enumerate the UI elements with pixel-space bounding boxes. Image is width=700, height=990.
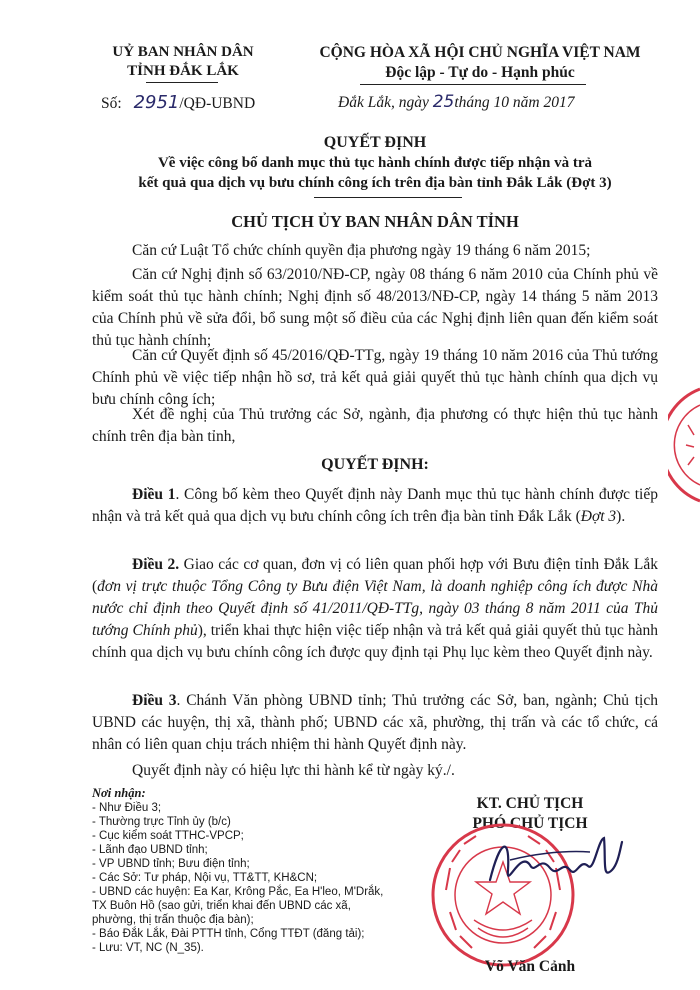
national-title: CỘNG HÒA XÃ HỘI CHỦ NGHĨA VIỆT NAM (319, 44, 641, 61)
article-2-end: ), triển khai thực hiện việc tiếp nhận và trả kết quả giải quyết thủ tục hành chính qua dịch vụ bưu chính công ích được quy định tại Phụ lục kèm theo Quyết định này. (92, 622, 658, 661)
recipient-item: - Thường trực Tỉnh ủy (b/c) (92, 816, 231, 828)
signature-title-line1: KT. CHỦ TỊCH (476, 795, 584, 812)
issuing-authority: CHỦ TỊCH ỦY BAN NHÂN DÂN TỈNH (231, 212, 519, 231)
article-2 (92, 554, 658, 664)
date-prefix: Đắk Lắk, ngày (338, 94, 429, 111)
recipient-item: - Các Sở: Tư pháp, Nội vụ, TT&TT, KH&CN; (92, 872, 318, 884)
recipients-heading: Nơi nhận: (92, 786, 146, 800)
article-3-label: Điều 3 (132, 692, 177, 709)
number-prefix: Số: (101, 95, 122, 112)
recipients-block (92, 786, 402, 955)
date-suffix: tháng 10 năm 2017 (454, 94, 575, 111)
recipient-item: TX Buôn Hồ (sao gửi, triển khai đến UBND các xã, (92, 900, 351, 912)
org-underline (146, 82, 218, 83)
number-handwritten: 2951 (133, 92, 180, 113)
national-motto: Độc lập - Tự do - Hạnh phúc (385, 64, 575, 81)
signer-name: Võ Văn Cảnh (484, 958, 576, 975)
org-name-line1: UỶ BAN NHÂN DÂN (112, 44, 254, 60)
preamble-item: Căn cứ Nghị định số 63/2010/NĐ-CP, ngày 08 tháng 6 năm 2010 của Chính phủ về kiểm soát thủ tục hành chính; Nghị định số 48/2013/NĐ-CP, ngày 14 tháng 5 năm 2013 của Chính phủ về sửa đổi, bổ sung một số điều của các Nghị định liên quan đến kiểm soát thủ tục hành chính; (92, 266, 658, 349)
recipient-item: - VP UBND tỉnh; Bưu điện tỉnh; (92, 858, 250, 870)
recipient-item: - UBND các huyện: Ea Kar, Krông Pắc, Ea H'leo, M'Drắk, (92, 886, 384, 898)
signature-title-line2: PHÓ CHỦ TỊCH (472, 815, 588, 832)
recipient-item: - Lãnh đạo UBND tỉnh; (92, 844, 208, 856)
article-2-label: Điều 2. (132, 556, 180, 573)
recipient-item: - Lưu: VT, NC (N_35). (92, 942, 204, 954)
document-date (338, 92, 678, 112)
article-3-text: . Chánh Văn phòng UBND tỉnh; Thủ trưởng các Sở, ban, ngành; Chủ tịch UBND các huyện, thị xã, thành phố; UBND các xã, phường, thị trấn và các tổ chức, cá nhân có liên quan chịu trách nhiệm thi hành Quyết định này. (92, 692, 658, 753)
number-suffix: /QĐ-UBND (179, 95, 256, 112)
subject-line-1: Về việc công bố danh mục thủ tục hành chính được tiếp nhận và trả (157, 155, 593, 171)
motto-underline (360, 84, 586, 85)
article-1-end: ). (616, 508, 626, 525)
effective-clause: Quyết định này có hiệu lực thi hành kể từ ngày ký./. (132, 762, 455, 779)
recipient-item: phường, thị trấn thuộc địa bàn); (92, 914, 254, 926)
document-type-heading: QUYẾT ĐỊNH (323, 134, 427, 151)
org-name-line2: TỈNH ĐẮK LẮK (127, 63, 239, 79)
article-3 (92, 690, 658, 756)
article-2-text: Giao các cơ quan, đơn vị có liên quan phối hợp với Bưu điện tỉnh Đắk Lắk ( (92, 556, 659, 595)
subject-line-2: kết quả qua dịch vụ bưu chính công ích trên địa bàn tỉnh Đắk Lắk (Đợt 3) (138, 175, 612, 191)
article-1 (92, 484, 658, 528)
article-2-italic: đơn vị trực thuộc Tổng Công ty Bưu điện Việt Nam, là doanh nghiệp công ích được Nhà nước chỉ định theo Quyết định số 41/2011/QĐ-TTg, ngày 03 tháng 8 năm 2011 của Thủ tướng Chính phủ (92, 578, 658, 639)
preamble-item: Căn cứ Quyết định số 45/2016/QĐ-TTg, ngày 19 tháng 10 năm 2016 của Thủ tướng Chính phủ về việc tiếp nhận hồ sơ, trả kết quả giải quyết thủ tục hành chính qua dịch vụ bưu chính công ích; (92, 347, 658, 408)
article-1-italic: Đợt 3 (580, 508, 617, 525)
preamble-item: Căn cứ Luật Tổ chức chính quyền địa phương ngày 19 tháng 6 năm 2015; (132, 242, 591, 259)
recipient-item: - Báo Đắk Lắk, Đài PTTH tỉnh, Cổng TTĐT (đăng tải); (92, 928, 365, 940)
subject-underline (314, 197, 462, 198)
handwritten-signature-icon (480, 830, 630, 900)
decision-heading: QUYẾT ĐỊNH: (321, 456, 429, 473)
preamble-item: Xét đề nghị của Thủ trưởng các Sở, ngành, địa phương có thực hiện thủ tục hành chính trên địa bàn tỉnh, (92, 406, 658, 445)
article-1-label: Điều 1 (132, 486, 176, 503)
partial-seal-icon (668, 385, 700, 505)
document-number (101, 92, 301, 113)
date-day-handwritten: 25 (432, 92, 455, 112)
article-1-text: . Công bố kèm theo Quyết định này Danh mục thủ tục hành chính được tiếp nhận và trả kết quả qua dịch vụ bưu chính công ích trên địa bàn tỉnh Đắk Lắk ( (92, 486, 658, 525)
recipient-item: - Như Điều 3; (92, 802, 162, 814)
recipient-item: - Cục kiểm soát TTHC-VPCP; (92, 830, 244, 842)
